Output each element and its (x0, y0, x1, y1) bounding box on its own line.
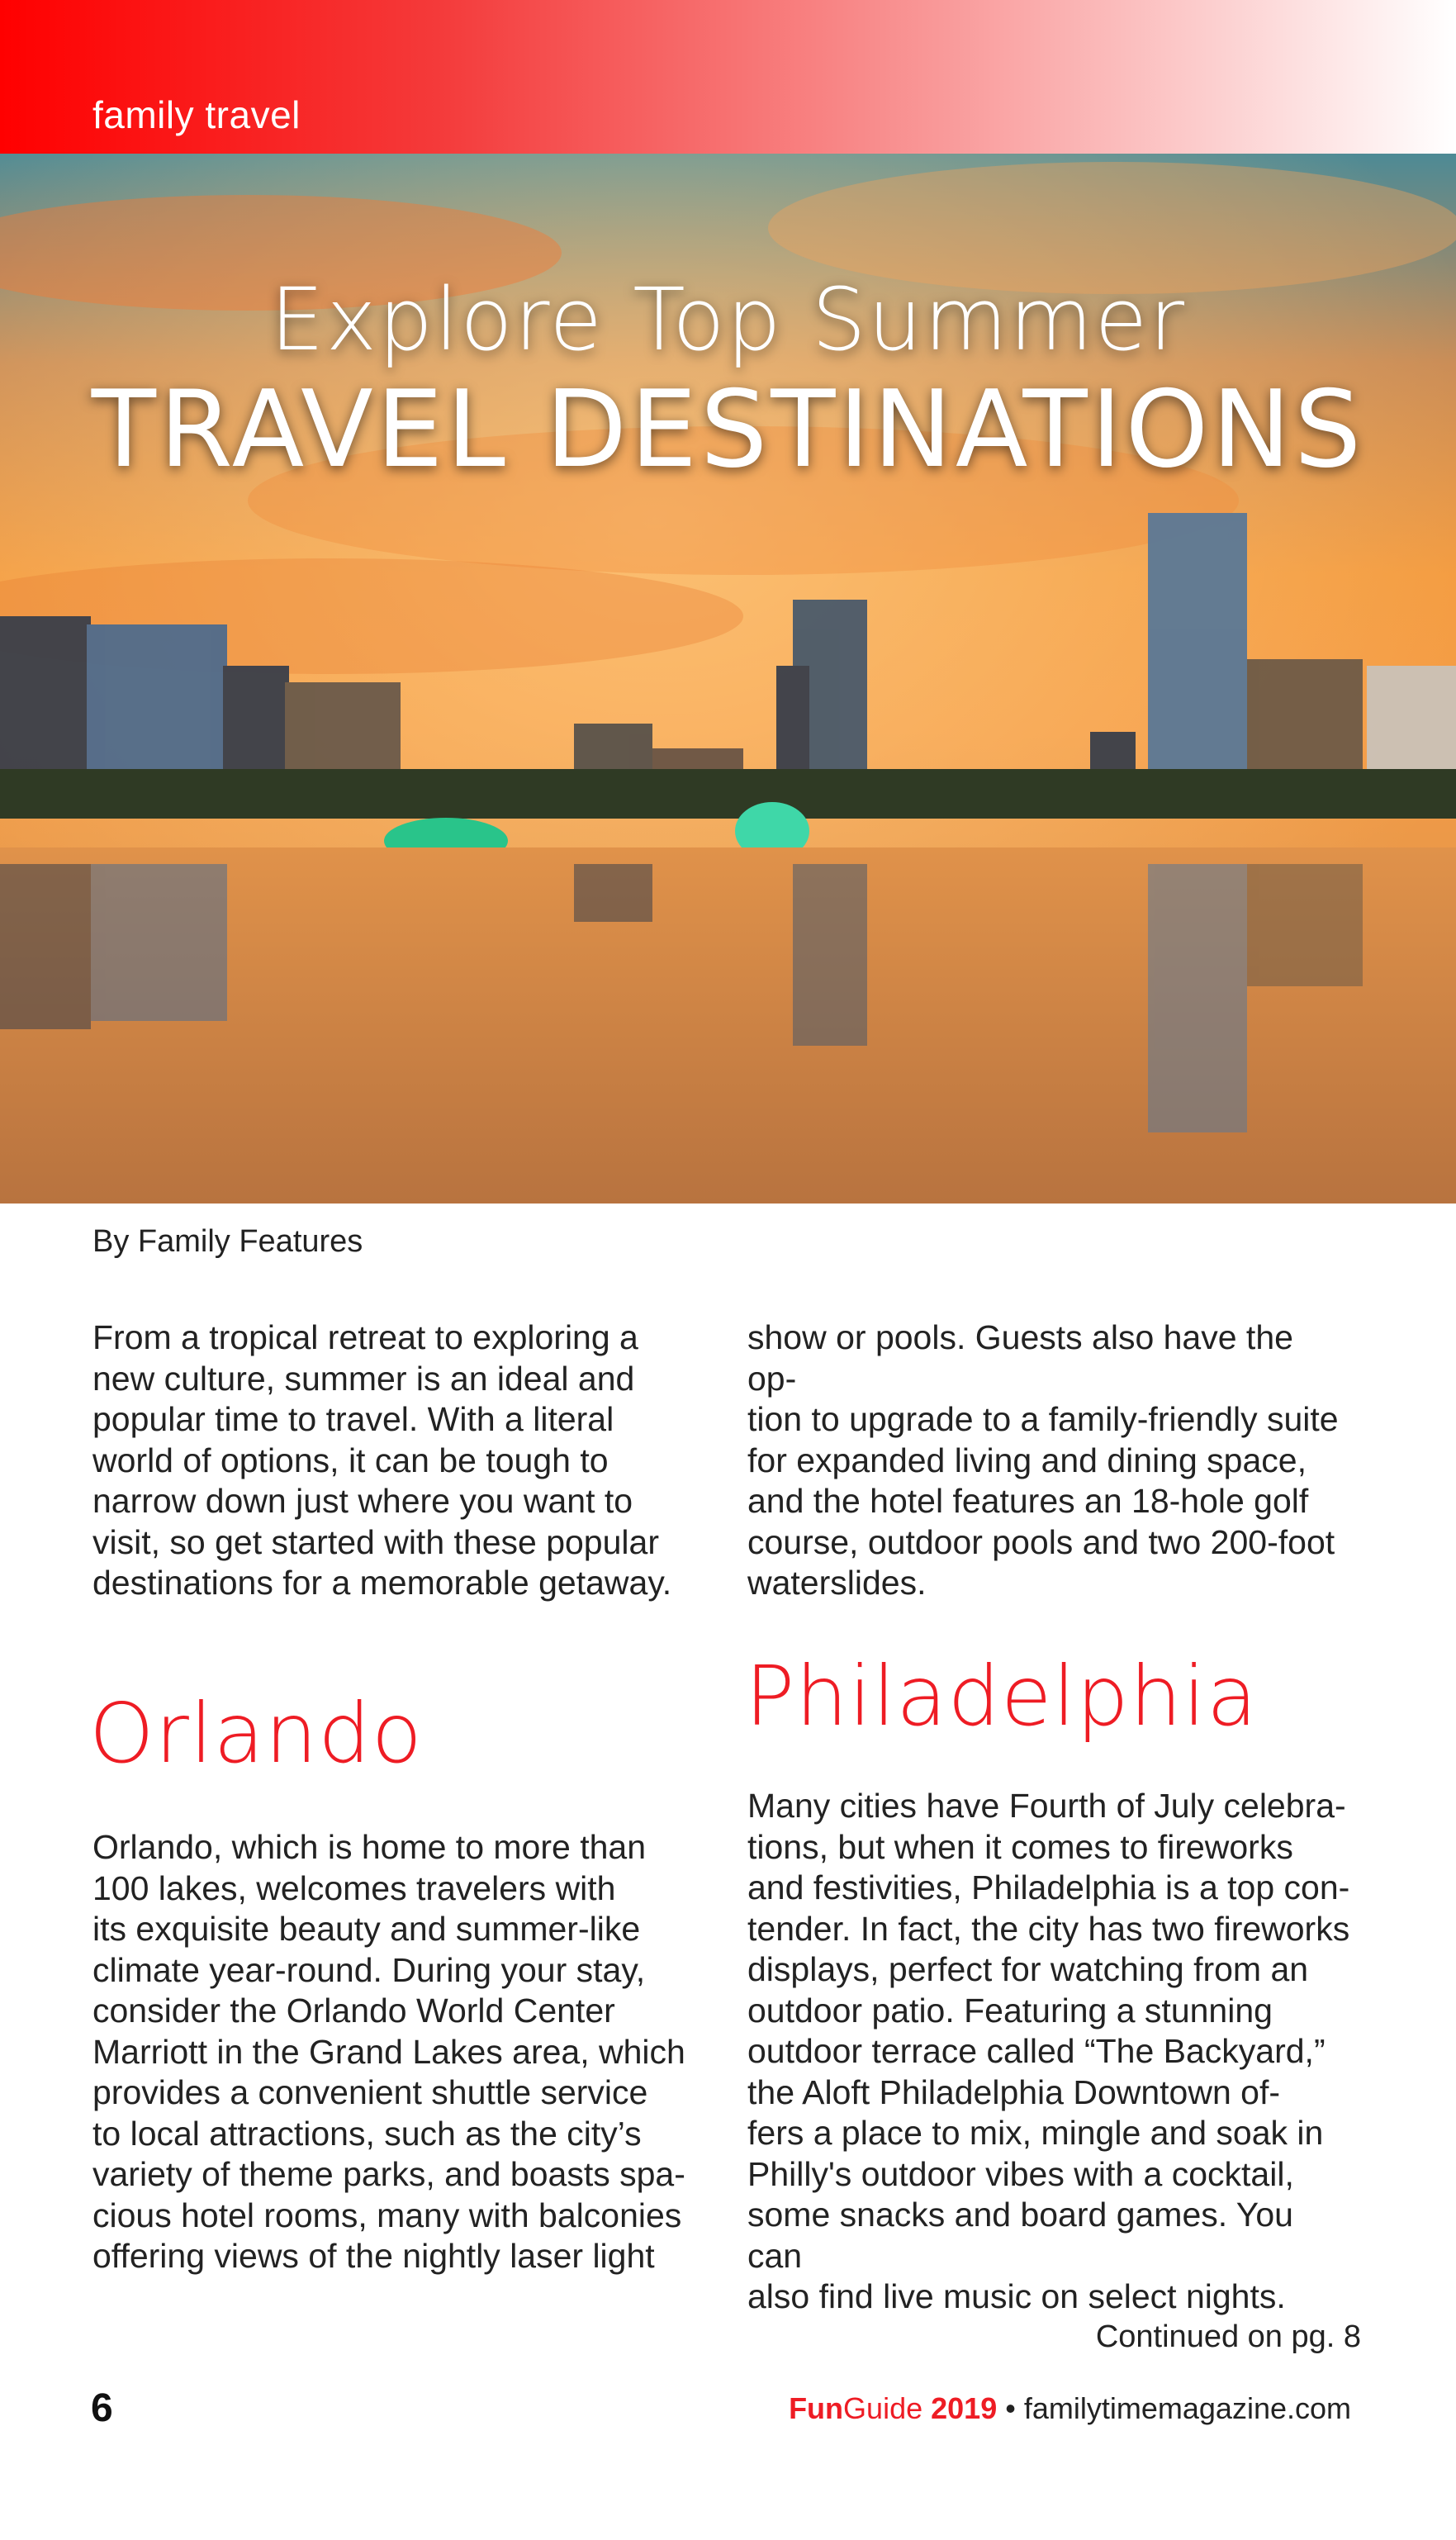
hero-image (0, 154, 1456, 1204)
continued-on-link[interactable]: Continued on pg. 8 (1095, 2319, 1361, 2354)
intro-paragraph (92, 1317, 695, 1604)
hero-title-line2: TRAVEL DESTINATIONS (91, 368, 1365, 491)
orlando-continued-text: show or pools. Guests also have the op- tion to upgrade to a family-friendly suite for expanded living and dining space, and the hotel features an 18-hole golf course, outdoor pools and two 200-foot waterslides. (747, 1318, 1339, 1602)
orlando-text: Orlando, which is home to more than 100 lakes, welcomes travelers with its exquisite beauty and summer-like climate year-round. During your stay, consider the Orlando World Center Marriott in the Grand Lakes area, which provides a convenient shuttle service to local attractions, such as the city’s variety of theme parks, and boasts spa- cious hotel rooms, many with balconies offering views of the nightly laser light (92, 1828, 685, 2275)
footer-brand (789, 2391, 1351, 2426)
heading-orlando: Orlando (89, 1685, 423, 1782)
heading-philadelphia: Philadelphia (745, 1648, 1259, 1745)
philadelphia-paragraph (747, 1786, 1350, 2318)
section-label: family travel (92, 93, 301, 136)
brand-year: 2019 (931, 2391, 998, 2425)
footer-separator: • (1005, 2391, 1016, 2425)
philadelphia-text: Many cities have Fourth of July celebra- tions, but when it comes to fireworks and festivities, Philadelphia is a top con- tender. In fact, the city has two fireworks displays, perfect for watching from an outdoor patio. Featuring a stunning outdoor terrace called “The Backyard,” the Aloft Philadelphia Downtown of- fers a place to mix, mingle and soak in Philly's outdoor vibes with a cocktail, some snacks and board games. You can also find live music on select nights. (747, 1787, 1350, 2315)
page-number: 6 (91, 2386, 113, 2430)
footer-site[interactable]: familytimemagazine.com (1023, 2391, 1351, 2425)
hero-title-line1: Explore Top Summer (269, 269, 1187, 370)
orlando-paragraph (92, 1827, 695, 2277)
brand-guide: Guide (843, 2391, 923, 2425)
intro-text: From a tropical retreat to exploring a new culture, summer is an ideal and popular time to travel. With a literal world of options, it can be tough to narrow down just where you want to visit, so get started with these popular destinations for a memorable getaway. (92, 1318, 672, 1602)
byline: By Family Features (92, 1224, 363, 1259)
brand-fun: Fun (789, 2391, 844, 2425)
orlando-continued-paragraph (747, 1317, 1350, 1604)
